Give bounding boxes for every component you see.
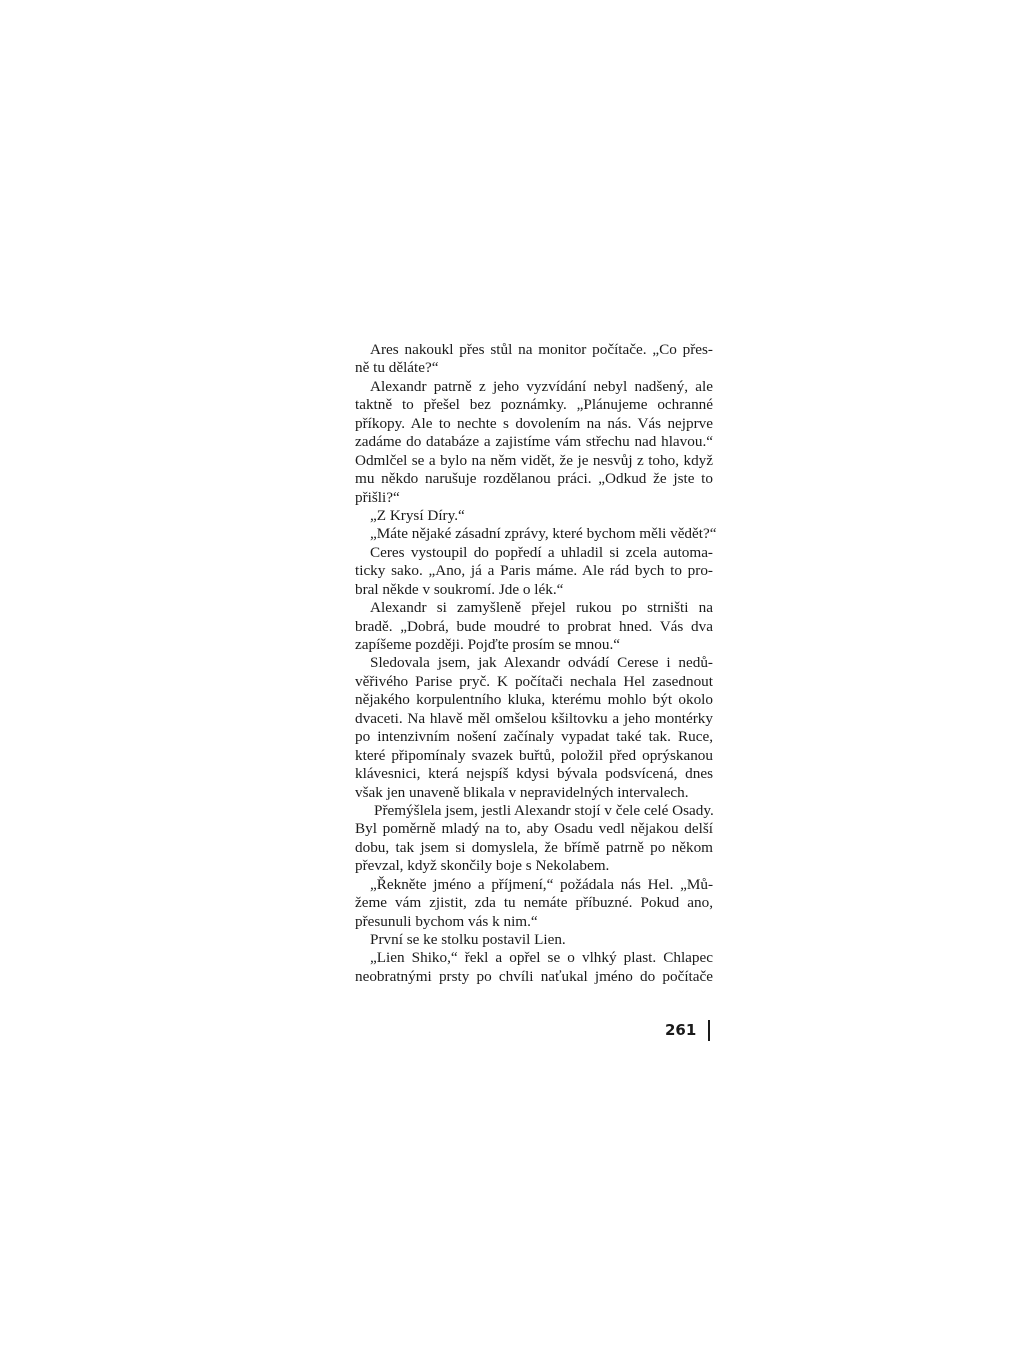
text-line: Ares nakoukl přes stůl na monitor počítače. „Co přes- [370, 341, 713, 358]
text-line: Byl poměrně mladý na to, aby Osadu vedl nějakou delší [355, 820, 713, 838]
text-line: po intenzivním nošení začínaly vypadat také tak. Ruce, [355, 728, 713, 746]
page-number: 261 [665, 1021, 697, 1039]
text-line: přesunuli bychom vás k nim.“ [355, 912, 538, 930]
text-line: „Máte nějaké zásadní zprávy, které bychom měli vědět?“ [370, 525, 717, 543]
text-line: ně tu děláte?“ [355, 359, 439, 377]
text-line: zapíšeme později. Pojďte prosím se mnou.“ [355, 636, 620, 653]
text-line: příkopy. Ale to nechte s dovolením na nás. Vás nejprve [355, 414, 713, 432]
text-line: nějakého korpulentního kluka, kterému mohlo být okolo [355, 691, 713, 709]
text-line: dvaceti. Na hlavě měl omšelou kšiltovku a jeho montérky [355, 709, 713, 727]
book-page-text [355, 341, 717, 986]
text-line: Ceres vystoupil do popředí a uhladil si zcela automa- [370, 543, 713, 561]
text-line: však jen unaveně blikala v nepravidelných intervalech. [355, 783, 689, 801]
text-line: Odmlčel se a bylo na něm vidět, že je nesvůj z toho, když [355, 451, 713, 469]
text-line: žeme vám zjistit, zda tu nemáte příbuzné. Pokud ano, [355, 894, 713, 912]
text-line: klávesnici, která nejspíš kdysi bývala podsvícená, dnes [355, 765, 713, 783]
page-number-rule [708, 1020, 710, 1041]
text-line: přišli?“ [355, 488, 400, 506]
text-line: taktně to přešel bez poznámky. „Plánujeme ochranné [355, 396, 713, 414]
text-line: bradě. „Dobrá, bude moudré to probrat hned. Vás dva [355, 617, 713, 635]
text-line: bral někde v soukromí. Jde o lék.“ [355, 580, 564, 598]
text-line: dobu, tak jsem si domyslela, že břímě patrně po někom [355, 838, 713, 856]
text-line: převzal, když skončily boje s Nekolabem. [355, 857, 610, 875]
text-line: „Řekněte jméno a příjmení,“ požádala nás Hel. „Mů- [370, 875, 713, 893]
text-line: neobratnými prsty po chvíli naťukal jméno do počítače [355, 967, 713, 985]
text-line: zadáme do databáze a zajistíme vám střechu nad hlavou.“ [355, 433, 713, 451]
text-line: První se ke stolku postavil Lien. [370, 931, 566, 948]
text-line: „Lien Shiko,“ řekl a opřel se o vlhký plast. Chlapec [370, 949, 713, 967]
text-line: ticky sako. „Ano, já a Paris máme. Ale rád bych to pro- [355, 562, 713, 580]
text-line: Alexandr patrně z jeho vyzvídání nebyl nadšený, ale [370, 377, 713, 395]
text-line: „Z Krysí Díry.“ [370, 506, 465, 524]
text-line: Přemýšlela jsem, jestli Alexandr stojí v čele celé Osady. [374, 801, 714, 819]
text-line: mu někdo narušuje rozdělanou práci. „Odkud že jste to [355, 470, 713, 488]
text-line: věřivého Parise pryč. K počítači nechala Hel zasednout [355, 672, 713, 690]
text-line: Alexandr si zamyšleně přejel rukou po strništi na [370, 599, 713, 617]
text-line: které připomínaly svazek buřtů, položil před oprýskanou [355, 746, 713, 764]
text-line: Sledovala jsem, jak Alexandr odvádí Cerese i nedů- [370, 654, 713, 672]
